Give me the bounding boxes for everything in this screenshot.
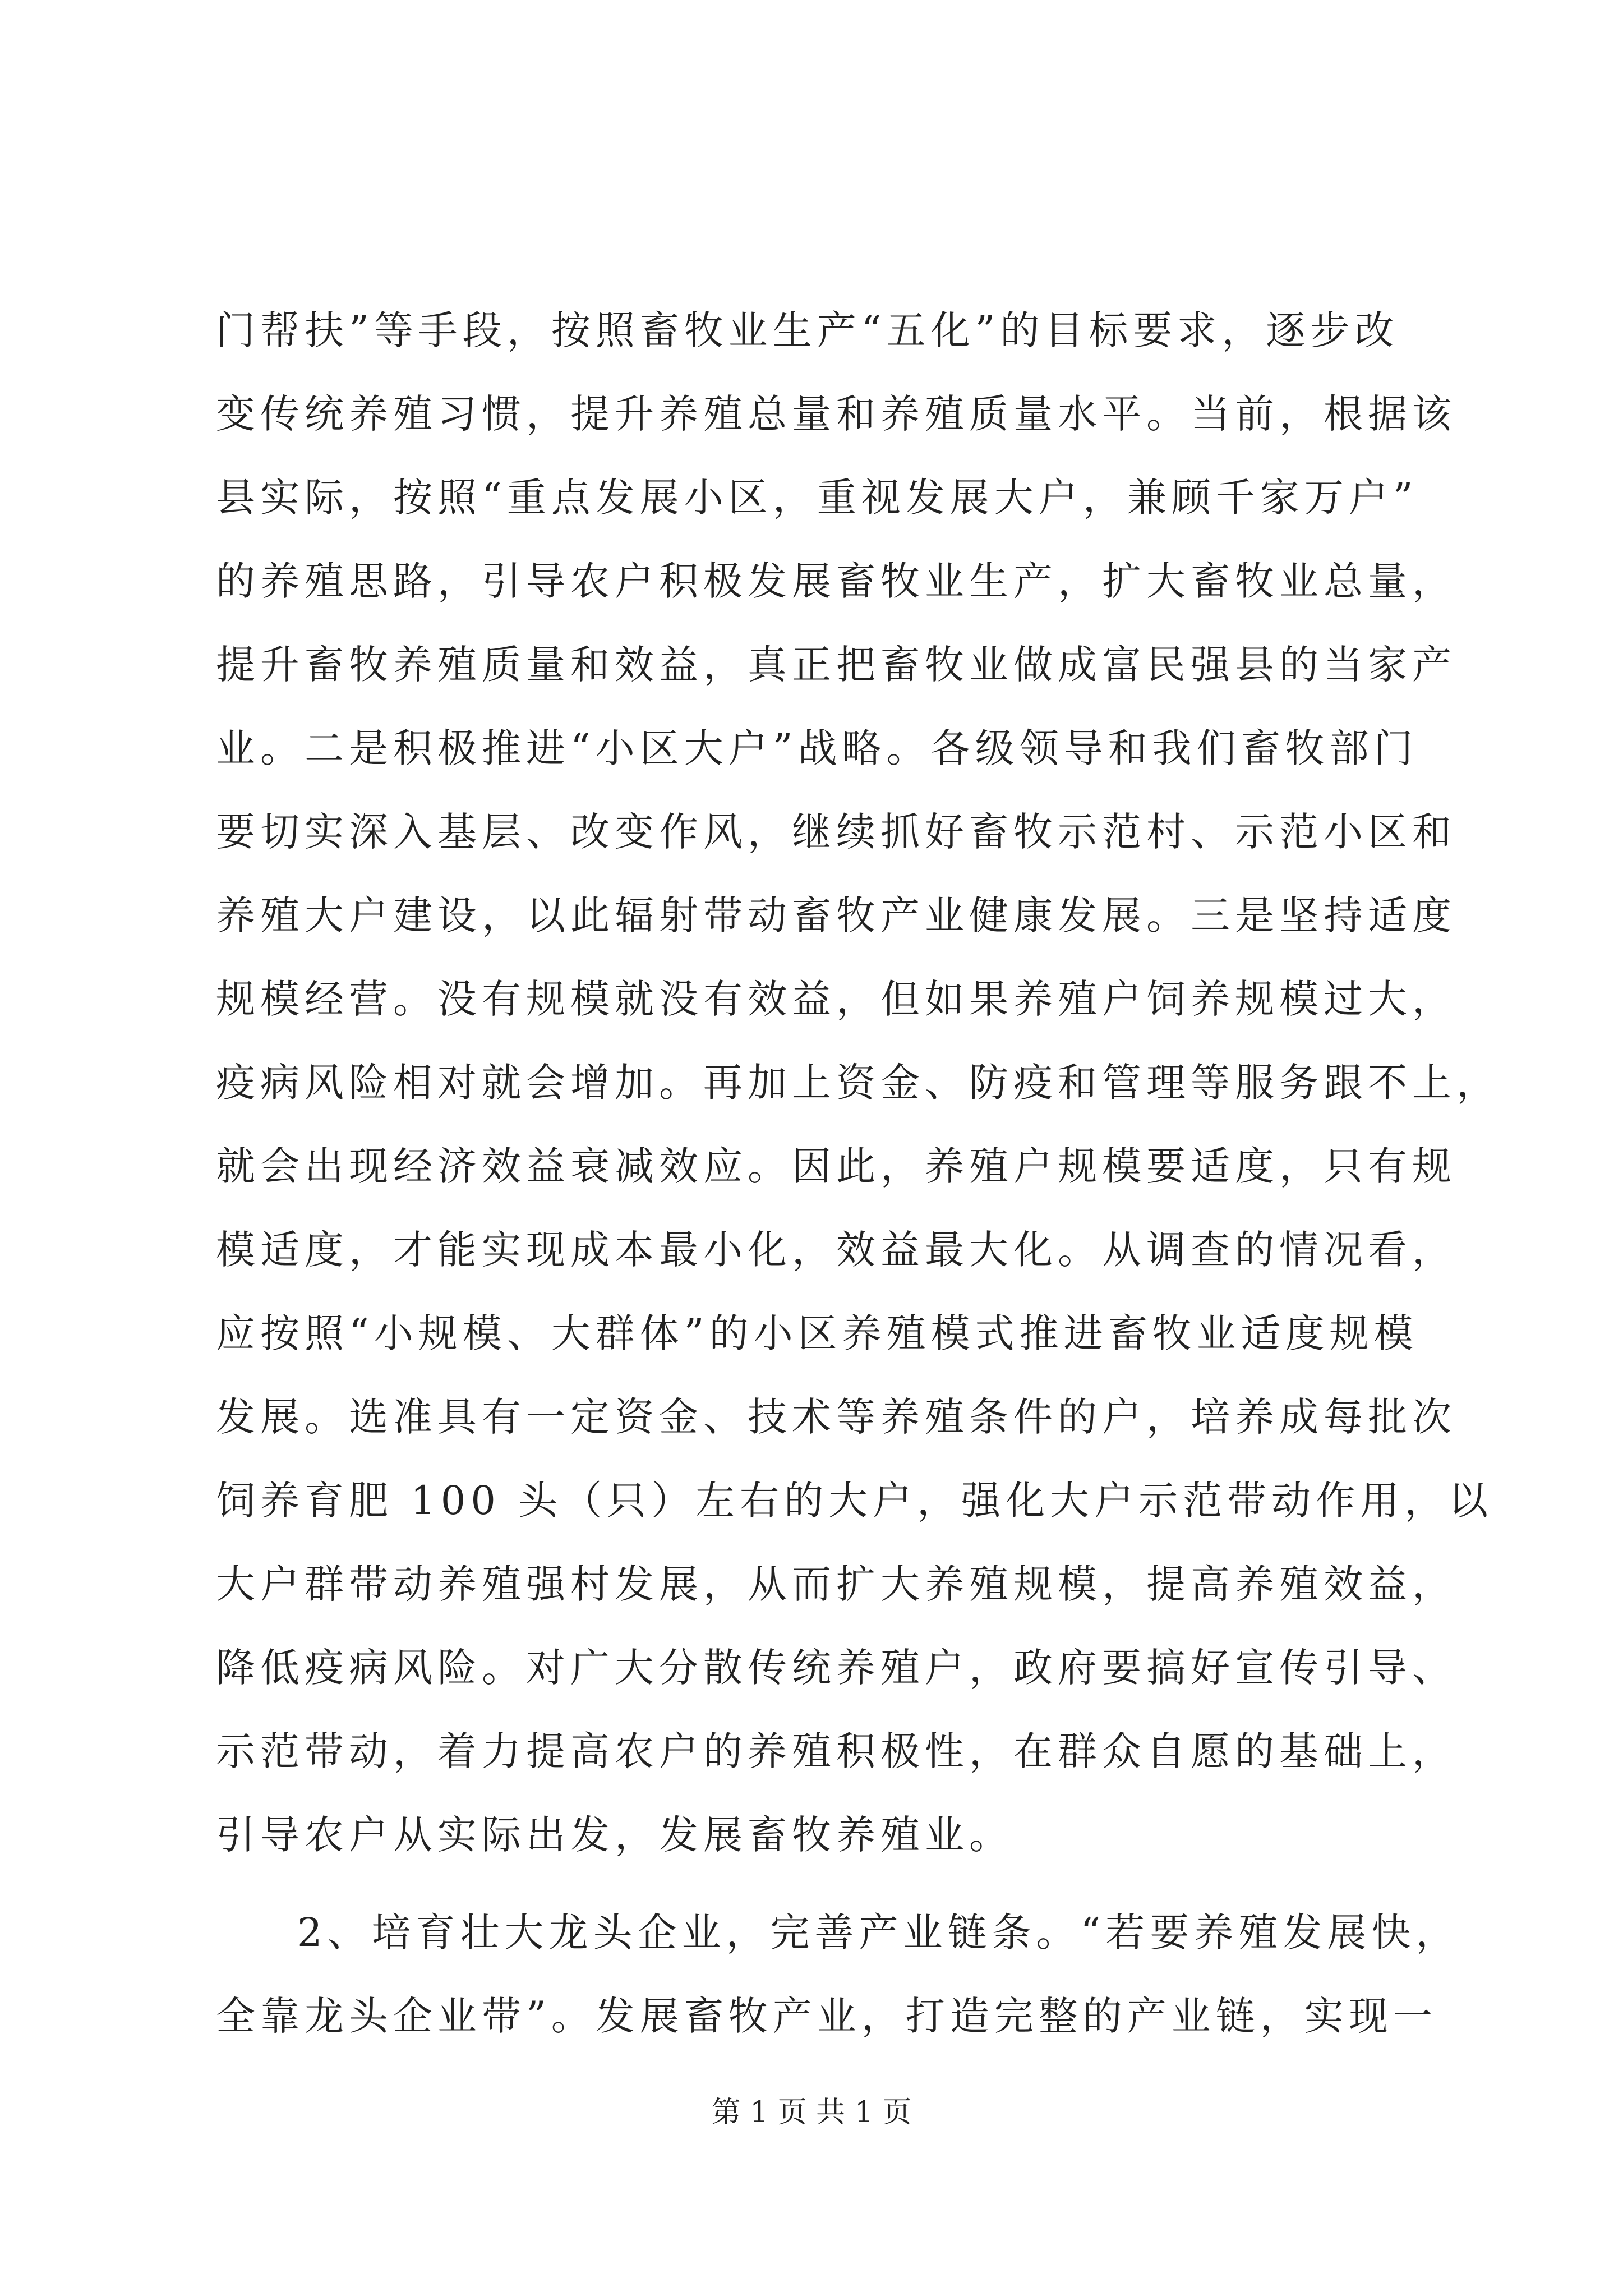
text-line: 县实际，按照“重点发展小区，重视发展大户，兼顾千家万户” [216, 475, 1418, 521]
page-footer [0, 2092, 1623, 2133]
paragraph-1 [216, 289, 1501, 1877]
text-line: 大户群带动养殖强村发展，从而扩大养殖规模，提高养殖效益， [216, 1561, 1456, 1607]
text-line: 的养殖思路，引导农户积极发展畜牧业生产，扩大畜牧业总量， [216, 558, 1456, 604]
text-line: 示范带动，着力提高农户的养殖积极性，在群众自愿的基础上， [216, 1728, 1456, 1774]
text-line: 2、培育壮大龙头企业，完善产业链条。“若要养殖发展快， [297, 1910, 1460, 1955]
text-line: 门帮扶”等手段，按照畜牧业生产“五化”的目标要求，逐步改 [216, 307, 1399, 353]
text-line: 引导农户从实际出发，发展畜牧养殖业。 [216, 1812, 1013, 1858]
text-line: 饲养育肥 100 头（只）左右的大户，强化大户示范带动作用，以 [216, 1478, 1493, 1524]
text-line: 养殖大户建设，以此辐射带动畜牧产业健康发展。三是坚持适度 [216, 892, 1456, 938]
text-line: 规模经营。没有规模就没有效益，但如果养殖户饲养规模过大， [216, 976, 1456, 1022]
text-line: 发展。选准具有一定资金、技术等养殖条件的户，培养成每批次 [216, 1394, 1456, 1440]
text-line: 要切实深入基层、改变作风，继续抓好畜牧示范村、示范小区和 [216, 809, 1456, 855]
text-line: 降低疫病风险。对广大分散传统养殖户，政府要搞好宣传引导、 [216, 1645, 1456, 1691]
text-line: 就会出现经济效益衰减效应。因此，养殖户规模要适度，只有规 [216, 1143, 1456, 1189]
text-line: 全靠龙头企业带”。发展畜牧产业，打造完整的产业链，实现一 [216, 1993, 1437, 2039]
text-line: 应按照“小规模、大群体”的小区养殖模式推进畜牧业适度规模 [216, 1310, 1418, 1356]
text-line: 疫病风险相对就会增加。再加上资金、防疫和管理等服务跟不上， [216, 1060, 1501, 1106]
text-line: 变传统养殖习惯，提升养殖总量和养殖质量水平。当前，根据该 [216, 391, 1456, 437]
text-line: 模适度，才能实现成本最小化，效益最大化。从调查的情况看， [216, 1227, 1456, 1273]
paragraph-2 [216, 1891, 1460, 2058]
paragraph-spacer [216, 1877, 1419, 1891]
document-body [216, 289, 1501, 2058]
text-line: 提升畜牧养殖质量和效益，真正把畜牧业做成富民强县的当家产 [216, 642, 1456, 688]
page-number: 第 1 页 共 1 页 [711, 2096, 912, 2129]
text-line: 业。二是积极推进“小区大户”战略。各级领导和我们畜牧部门 [216, 725, 1418, 771]
